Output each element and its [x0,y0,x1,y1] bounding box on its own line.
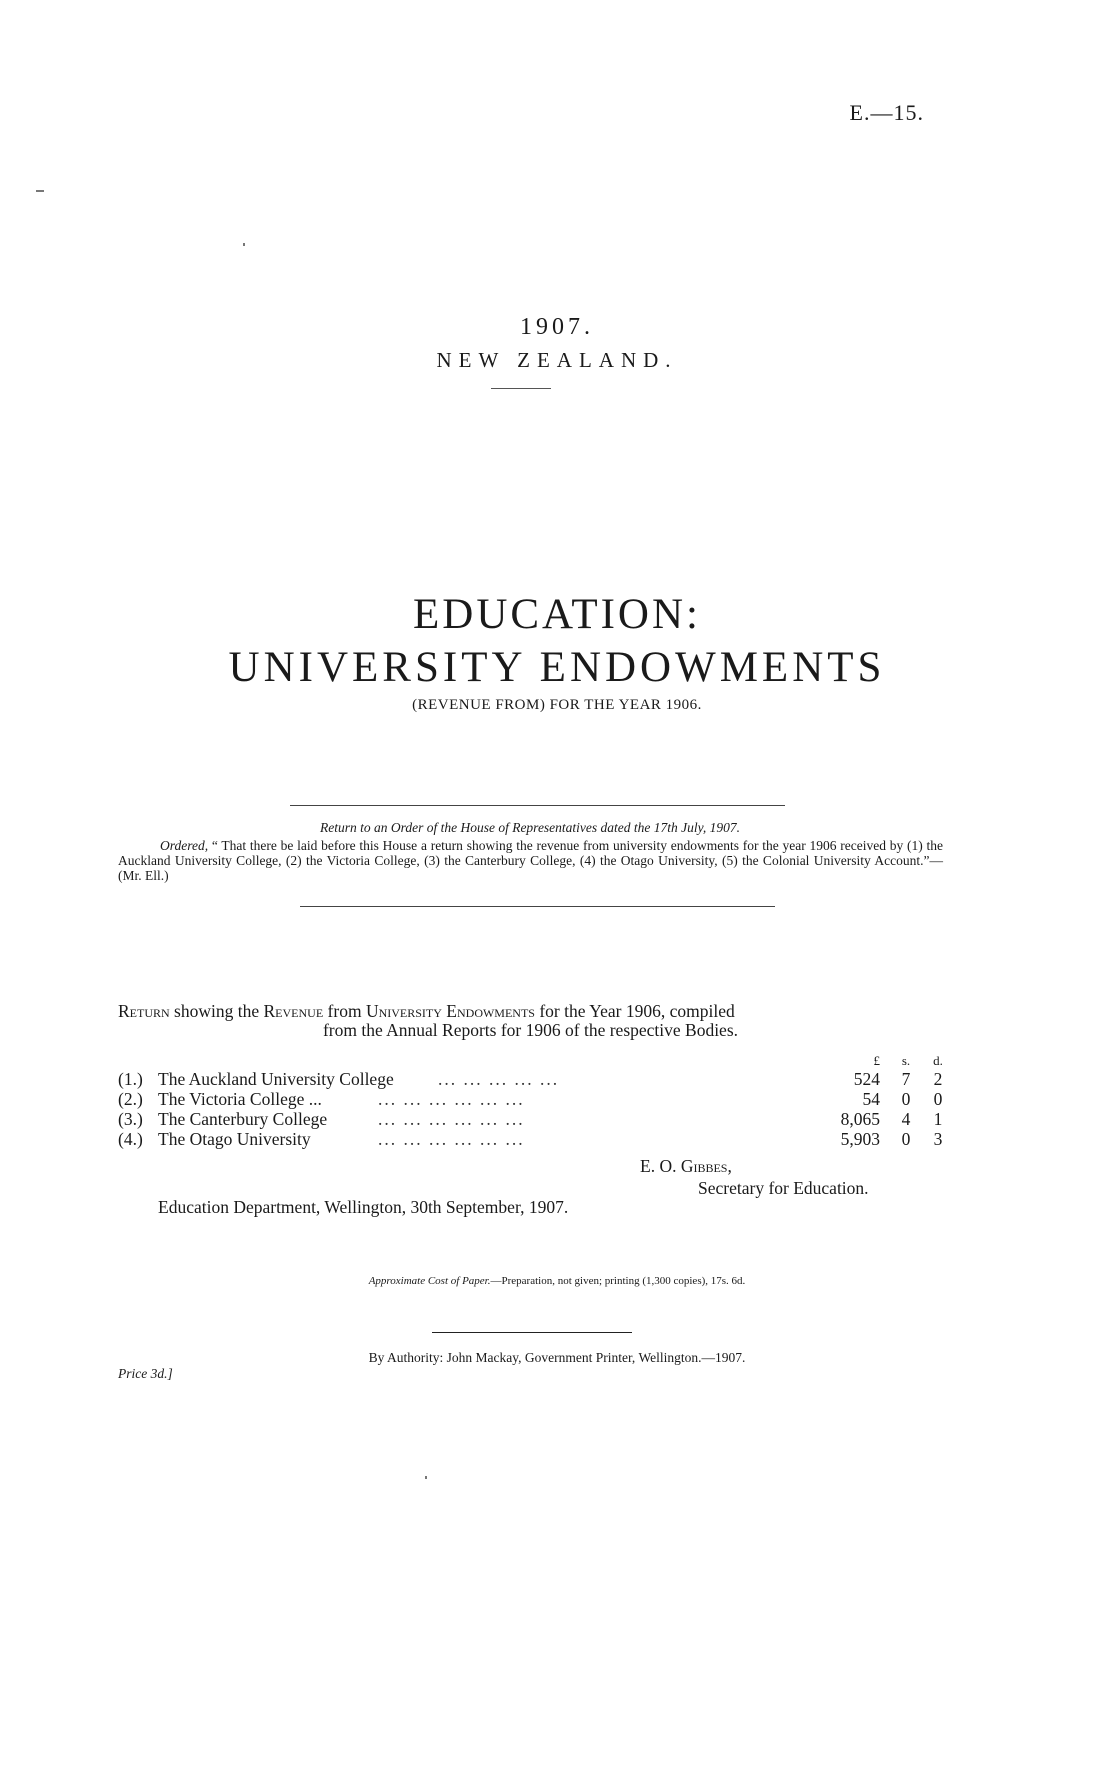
row-pence: 3 [933,1129,943,1149]
row-name: The Auckland University College [158,1069,394,1089]
row-number: (2.) [118,1089,143,1109]
table-row [118,1069,948,1089]
row-shillings: 0 [901,1089,911,1109]
row-number: (3.) [118,1109,143,1129]
country-heading: NEW ZEALAND. [436,348,678,372]
signer-name: E. O. Gibbes, [640,1156,732,1176]
header-shillings: s. [901,1053,911,1068]
revenue-table [118,1053,948,1149]
row-leader-dots: ... ... ... ... ... [438,1069,560,1089]
header-pence: d. [933,1053,943,1068]
row-number: (1.) [118,1069,143,1089]
signer-title: Secretary for Education. [698,1178,869,1198]
row-pence: 2 [933,1069,943,1089]
order-text [118,838,943,883]
order-bottom-rule [300,906,775,907]
ordered-label: Ordered, [160,838,209,853]
publication-year: 1907. [520,314,594,340]
return-rest-line1: for the Year 1906, compiled [539,1001,735,1021]
table-header-row [118,1053,948,1069]
from-word: from [327,1001,362,1021]
row-name: The Canterbury College [158,1109,328,1129]
row-shillings: 7 [901,1069,911,1089]
table-row [118,1129,948,1149]
row-leader-dots: ... ... ... ... ... ... [378,1129,525,1149]
row-leader-dots: ... ... ... ... ... ... [378,1089,525,1109]
row-pounds: 524 [853,1069,880,1089]
subtitle: (REVENUE FROM) FOR THE YEAR 1906. [412,697,702,713]
row-shillings: 4 [901,1109,911,1129]
row-shillings: 0 [901,1129,911,1149]
row-leader-dots: ... ... ... ... ... ... [378,1109,525,1129]
scan-mark [425,1476,427,1479]
document-reference: E.—15. [849,100,924,125]
row-name: The Otago University [158,1129,311,1149]
showing-the: showing the [174,1001,260,1021]
revenue-word: Revenue [263,1001,324,1021]
place-and-date: Education Department, Wellington, 30th September, 1907. [158,1197,569,1217]
order-heading: Return to an Order of the House of Representatives dated the 17th July, 1907. [319,820,741,835]
endowments-phrase: University Endowments [365,1001,535,1021]
scan-mark [36,190,44,192]
price: Price 3d.] [118,1366,173,1381]
printer-imprint: By Authority: John Mackay, Government Printer, Wellington.—1907. [368,1350,746,1365]
return-line2: from the Annual Reports for 1906 of the respective Bodies. [322,1020,739,1040]
cost-label: Approximate Cost of Paper. [368,1275,491,1287]
return-word: Return [118,1001,170,1021]
order-body: “ That there be laid before this House a return showing the revenue from university endowments for the year 1906 received by (1) the Auckland University College, (2) the Victoria College, (3) the Canterbury College, (4) the Otago University, (5) the Colonial University Account.”—(Mr. Ell.) [118,838,943,883]
row-pounds: 5,903 [840,1129,880,1149]
row-pounds: 8,065 [840,1109,880,1129]
return-heading [118,1002,943,1040]
printer-rule [432,1332,632,1333]
scan-mark [243,243,245,246]
cost-text: —Preparation, not given; printing (1,300 copies), 17s. 6d. [490,1275,746,1287]
main-title-line2: UNIVERSITY ENDOWMENTS [228,644,886,691]
row-pounds: 54 [862,1089,880,1109]
header-pounds: £ [873,1053,880,1068]
row-pence: 0 [933,1089,943,1109]
cost-of-paper [0,1275,1114,1287]
title-divider [491,388,551,389]
main-title-line1: EDUCATION: [413,591,701,638]
table-row [118,1089,948,1109]
order-top-rule [290,805,785,806]
row-pence: 1 [933,1109,943,1129]
table-row [118,1109,948,1129]
row-number: (4.) [118,1129,143,1149]
row-name: The Victoria College ... [158,1089,322,1109]
